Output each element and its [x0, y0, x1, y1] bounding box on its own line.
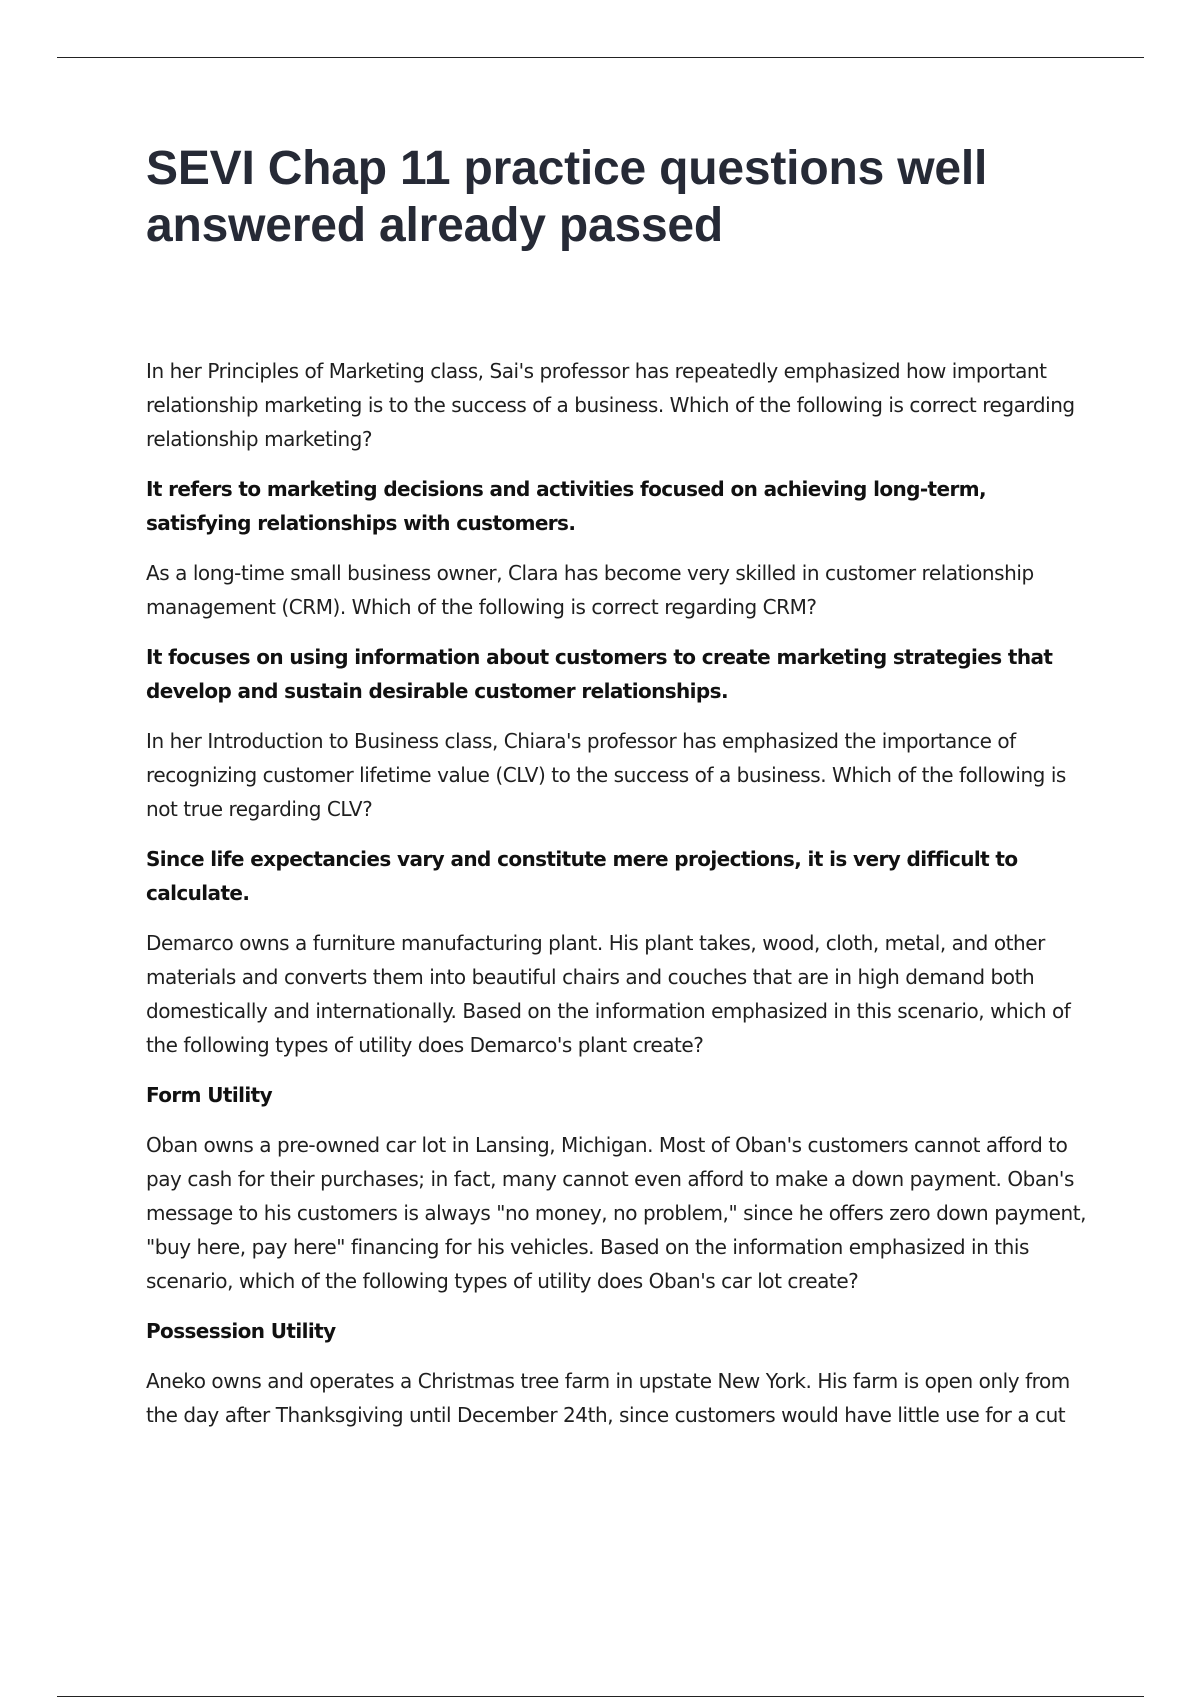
question-text: In her Principles of Marketing class, Sai's professor has repeatedly emphasized how important relationship marketing is to the success of a business. Which of the following is correct regarding relationship marketing?	[146, 359, 1075, 451]
question-text: Oban owns a pre-owned car lot in Lansing, Michigan. Most of Oban's customers cannot afford to pay cash for their purchases; in fact, many cannot even afford to make a down payment. Oban's message to his customers is always "no money, no problem," since he offers zero down payment, "buy here, pay here" financing for his vehicles. Based on the information emphasized in this scenario, which of the following types of utility does Oban's car lot create?	[146, 1133, 1087, 1293]
document-page	[146, 140, 1096, 1448]
answer-text: Since life expectancies vary and constitute mere projections, it is very difficult to calculate.	[146, 847, 1018, 905]
answer-text: It refers to marketing decisions and activities focused on achieving long-term, satisfying relationships with customers.	[146, 477, 986, 535]
document-title: SEVI Chap 11 practice questions well answered already passed	[146, 142, 988, 252]
top-divider	[57, 57, 1144, 58]
qa-item-5	[146, 1128, 1096, 1348]
question-text: Aneko owns and operates a Christmas tree farm in upstate New York. His farm is open only from the day after Thanksgiving until December 24th, since customers would have little use for a cut	[146, 1369, 1070, 1427]
qa-item-6	[146, 1364, 1096, 1432]
answer-text: Form Utility	[146, 1083, 273, 1107]
question-text: As a long-time small business owner, Clara has become very skilled in customer relationship management (CRM). Which of the following is correct regarding CRM?	[146, 561, 1034, 619]
answer-text: It focuses on using information about customers to create marketing strategies that develop and sustain desirable customer relationships.	[146, 645, 1053, 703]
bottom-divider	[57, 1696, 1144, 1697]
qa-item-3	[146, 724, 1096, 910]
qa-item-1	[146, 354, 1096, 540]
answer-text: Possession Utility	[146, 1319, 336, 1343]
qa-item-2	[146, 556, 1096, 708]
qa-item-4	[146, 926, 1096, 1112]
document-content	[146, 354, 1096, 1432]
question-text: Demarco owns a furniture manufacturing plant. His plant takes, wood, cloth, metal, and other materials and converts them into beautiful chairs and couches that are in high demand both domestically and internationally. Based on the information emphasized in this scenario, which of the following types of utility does Demarco's plant create?	[146, 931, 1071, 1057]
question-text: In her Introduction to Business class, Chiara's professor has emphasized the importance of recognizing customer lifetime value (CLV) to the success of a business. Which of the following is not true regarding CLV?	[146, 729, 1066, 821]
